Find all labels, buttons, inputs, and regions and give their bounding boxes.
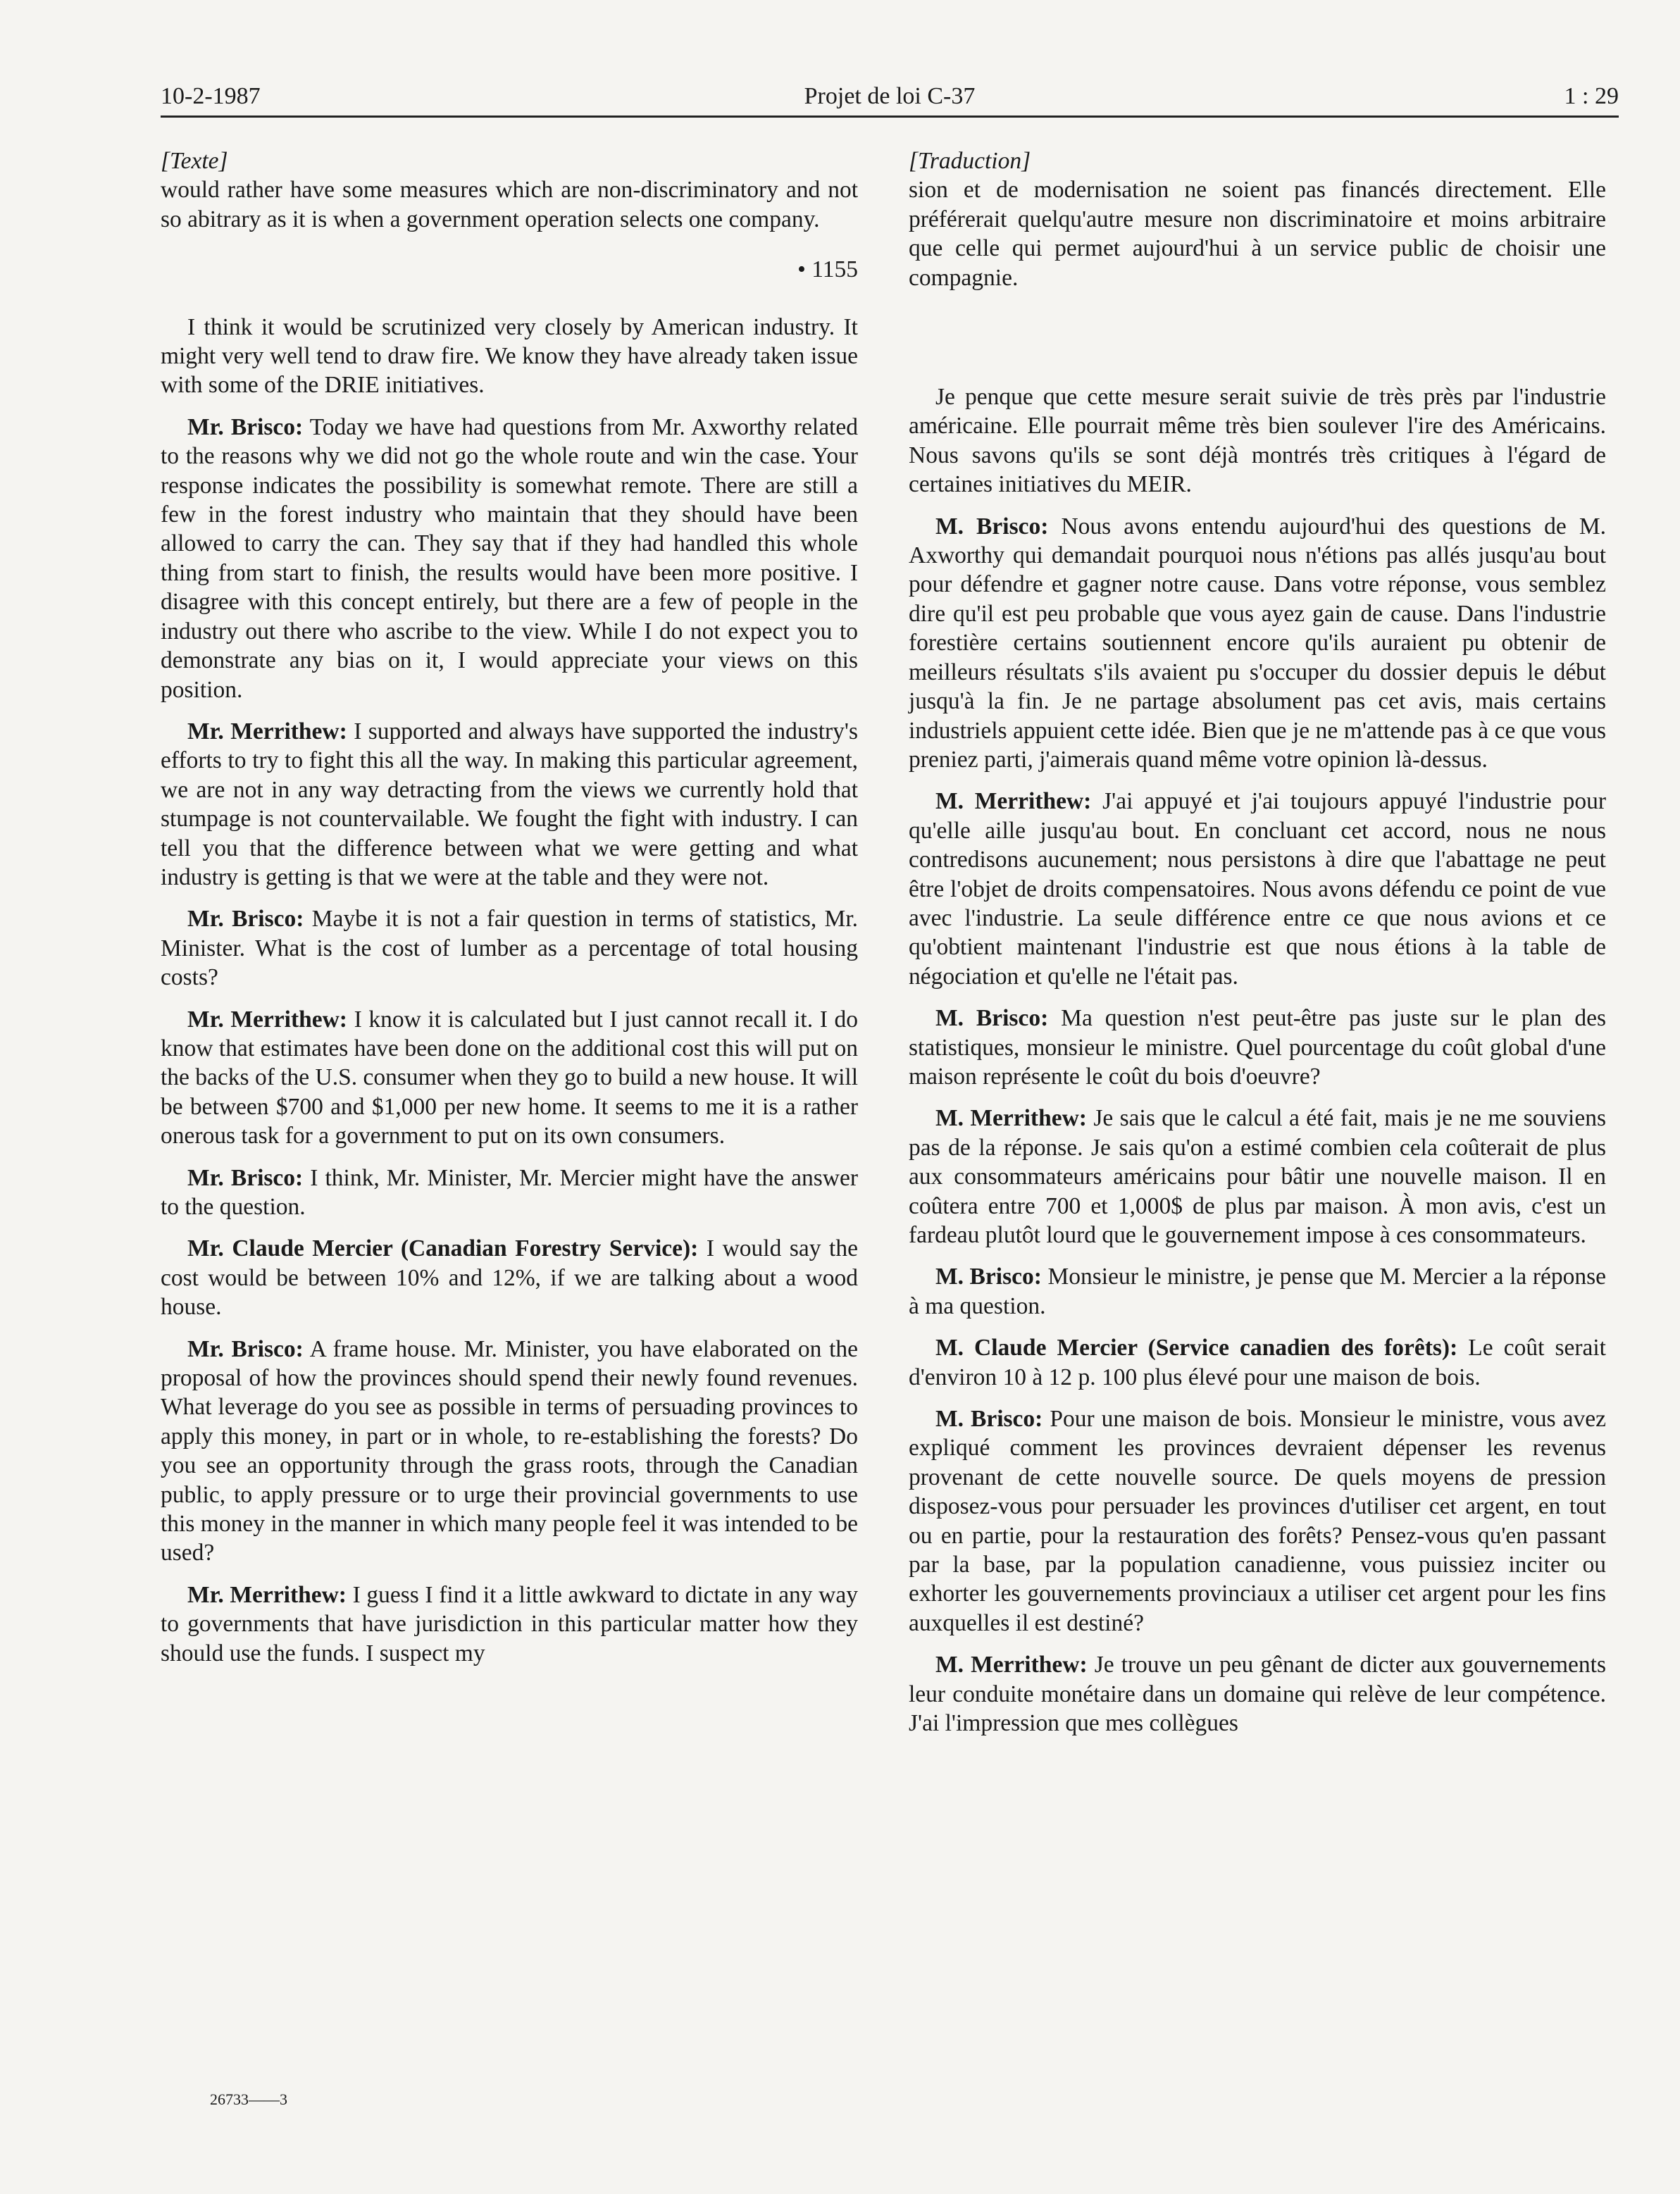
- speech-text: I think, Mr. Minister, Mr. Mercier might have the answer to the question.: [161, 1164, 858, 1220]
- speaker-name: M. Brisco:: [935, 1264, 1042, 1290]
- speaker-name: Mr. Brisco:: [187, 413, 304, 440]
- paragraph: would rather have some measures which are non-discriminatory and not so abitrary as it is when a government operation selects one company.: [161, 177, 858, 232]
- speaker-name: Mr. Merrithew:: [187, 1006, 347, 1033]
- speech-paragraph: [161, 1164, 858, 1222]
- speech-text: Maybe it is not a fair question in terms of statistics, Mr. Minister. What is the cost of lumber as a percentage of total housing costs?: [161, 906, 858, 991]
- language-label: [Texte]: [161, 148, 228, 174]
- speech-text: Pour une maison de bois. Monsieur le ministre, vous avez expliqué comment les provinces devraient dépenser les revenus provenant de cette nouvelle source. De quels moyens de pression disposez-vous pour persuader les provinces d'utiliser cet argent, en tout ou en partie, pour la restauration des forêts? Pensez-vous qu'en passant par la base, par la population canadienne, vous puissiez inciter ou exhorter les gouvernements provinciaux a utiliser cet argent pour les fins auxquelles il est destiné?: [909, 1406, 1606, 1636]
- speech-paragraph: [161, 1234, 858, 1321]
- speech-text: Je trouve un peu gênant de dicter aux gouvernements leur conduite monétaire dans un domaine qui relève de leur compétence. J'ai l'impression que mes collègues: [909, 1652, 1607, 1737]
- speech-text: J'ai appuyé et j'ai toujours appuyé l'industrie pour qu'elle aille jusqu'au bout. En concluant cet accord, nous ne nous contredisons aucunement; nous persistons à dire que l'abattage ne peut être l'objet de droits compensatoires. Nous avons défendu ce point de vue avec l'industrie. La seule différence entre ce que nous avions et ce qu'obtient maintenant l'industrie est que nous étions à la table de négociation et qu'elle ne l'était pas.: [909, 788, 1606, 990]
- speech-text: I guess I find it a little awkward to dictate in any way to governments that have jurisdiction in this particular matter how they should use the funds. I suspect my: [161, 1581, 858, 1666]
- timestamp: • 1155: [797, 256, 858, 283]
- speech-text: Le coût serait d'environ 10 à 12 p. 100 plus élevé pour une maison de bois.: [909, 1335, 1606, 1390]
- speech-text: Je sais que le calcul a été fait, mais je ne me souviens pas de la réponse. Je sais qu'on a estimé combien cela coûterait de plus aux consommateurs américains pour bâtir une nouvelle maison. Il en coûtera entre 700 et 1,000$ de plus par maison. À mon avis, c'est un fardeau plutôt lourd que le gouvernement impose à ces consommateurs.: [909, 1105, 1607, 1248]
- speech-paragraph: [161, 1581, 858, 1668]
- speech-paragraph: [909, 1004, 1606, 1091]
- speech-paragraph: [909, 1262, 1606, 1321]
- speech-paragraph: [909, 512, 1606, 775]
- speech-text: Today we have had questions from Mr. Axworthy related to the reasons why we did not go the whole route and win the case. Your response indicates the possibility is somewhat remote. There are still a few in the forest industry who maintain that they should have been allowed to carry the can. They say that if they had handled this whole thing from start to finish, the results would have been more positive. I disagree with this concept entirely, but there are a few of people in the industry out there who ascribe to the view. While I do not expect you to demonstrate any bias on it, I would appreciate your views on this position.: [161, 413, 858, 703]
- speech-text: I know it is calculated but I just cannot recall it. I do know that estimates have been done on the additional cost this will put on the backs of the U.S. consumer when they go to build a new house. It will be between $700 and $1,000 per new home. It seems to me it is a rather onerous task for a government to put on its own consumers.: [161, 1006, 858, 1149]
- speech-paragraph: [909, 1104, 1606, 1249]
- speaker-name: M. Brisco:: [935, 1005, 1049, 1032]
- speaker-name: Mr. Merrithew:: [187, 718, 347, 744]
- speaker-name: Mr. Merrithew:: [187, 1581, 347, 1608]
- header-page-number: 1 : 29: [1564, 83, 1619, 109]
- left-column-english: [161, 147, 858, 1681]
- speech-paragraph: [909, 1333, 1606, 1392]
- speaker-name: M. Merrithew:: [935, 788, 1092, 815]
- speech-text: Ma question n'est peut-être pas juste sur le plan des statistiques, monsieur le ministre. Quel pourcentage du coût global d'une maison représente le coût du bois d'oeuvre?: [909, 1005, 1606, 1090]
- header-title: Projet de loi C-37: [804, 83, 976, 109]
- speaker-name: M. Brisco:: [935, 1406, 1043, 1433]
- speaker-name: M. Brisco:: [935, 513, 1049, 540]
- speech-paragraph: [161, 904, 858, 992]
- speech-text: Monsieur le ministre, je pense que M. Mercier a la réponse à ma question.: [909, 1264, 1607, 1319]
- speech-paragraph: [909, 1404, 1606, 1638]
- speech-paragraph: [161, 717, 858, 892]
- speech-paragraph: [161, 413, 858, 704]
- speech-paragraph: [909, 787, 1606, 991]
- speaker-name: Mr. Brisco:: [187, 1164, 304, 1191]
- speaker-name: Mr. Brisco:: [187, 1335, 304, 1362]
- speaker-name: M. Merrithew:: [935, 1105, 1087, 1132]
- paragraph: sion et de modernisation ne soient pas financés directement. Elle préférerait quelqu'autre mesure non discriminatoire et moins arbitraire que celle qui permet aujourd'hui à un service public de choisir une compagnie.: [909, 177, 1606, 291]
- speaker-name: Mr. Brisco:: [187, 906, 304, 933]
- page-header: [161, 83, 1619, 120]
- paragraph: I think it would be scrutinized very closely by American industry. It might very well tend to draw fire. We know they have already taken issue with some of the DRIE initiatives.: [161, 313, 858, 399]
- speaker-name: M. Claude Mercier (Service canadien des forêts):: [935, 1335, 1458, 1361]
- header-date: 10-2-1987: [161, 83, 261, 109]
- speech-text: I would say the cost would be between 10% and 12%, if we are talking about a wood house.: [161, 1235, 858, 1321]
- speech-paragraph: [161, 1335, 858, 1568]
- speech-paragraph: [161, 1005, 858, 1151]
- paragraph: Je penque que cette mesure serait suivie de très près par l'industrie américaine. Elle pourrait même très bien soulever l'ire des Américains. Nous savons qu'ils se sont déjà montrés très critiques à l'égard de certaines initiatives du MEIR.: [909, 384, 1606, 498]
- speech-text: I supported and always have supported the industry's efforts to try to fight this all the way. In making this particular agreement, we are not in any way detracting from the views we currently hold that stumpage is not countervailable. We fought the fight with industry. I can tell you that the difference between what we were getting and what industry is getting is that we were at the table and they were not.: [161, 718, 858, 890]
- language-label: [Traduction]: [909, 148, 1031, 174]
- header-rule: [161, 116, 1619, 118]
- footer-code: 26733——3: [210, 2090, 287, 2108]
- speech-text: Nous avons entendu aujourd'hui des questions de M. Axworthy qui demandait pourquoi nous n'étions pas allés jusqu'au bout pour défendre et gagner notre cause. Dans votre réponse, vous semblez dire qu'il est peu probable que vous ayez gain de cause. Dans l'industrie forestière certains soutiennent encore qu'ils auraient pu obtenir de meilleurs résultats s'ils avaient pu s'occuper du dossier depuis le début jusqu'à la fin. Je ne partage absolument pas cet avis, mais certains industriels appuient cette idée. Bien que je ne m'attende pas à ce que vous preniez parti, j'aimerais quand même votre opinion là-dessus.: [909, 513, 1606, 773]
- speaker-name: M. Merrithew:: [935, 1652, 1088, 1678]
- right-column-french: [909, 147, 1606, 1751]
- speech-text: A frame house. Mr. Minister, you have elaborated on the proposal of how the provinces should spend their newly found revenues. What leverage do you see as possible in terms of persuading provinces to apply this money, in part or in whole, to re-establishing the forests? Do you see an opportunity through the grass roots, through the Canadian public, to apply pressure or to urge their provincial governments to use this money in the manner in which many people feel it was intended to be used?: [161, 1335, 858, 1566]
- speech-paragraph: [909, 1650, 1606, 1738]
- speaker-name: Mr. Claude Mercier (Canadian Forestry Service):: [187, 1235, 699, 1262]
